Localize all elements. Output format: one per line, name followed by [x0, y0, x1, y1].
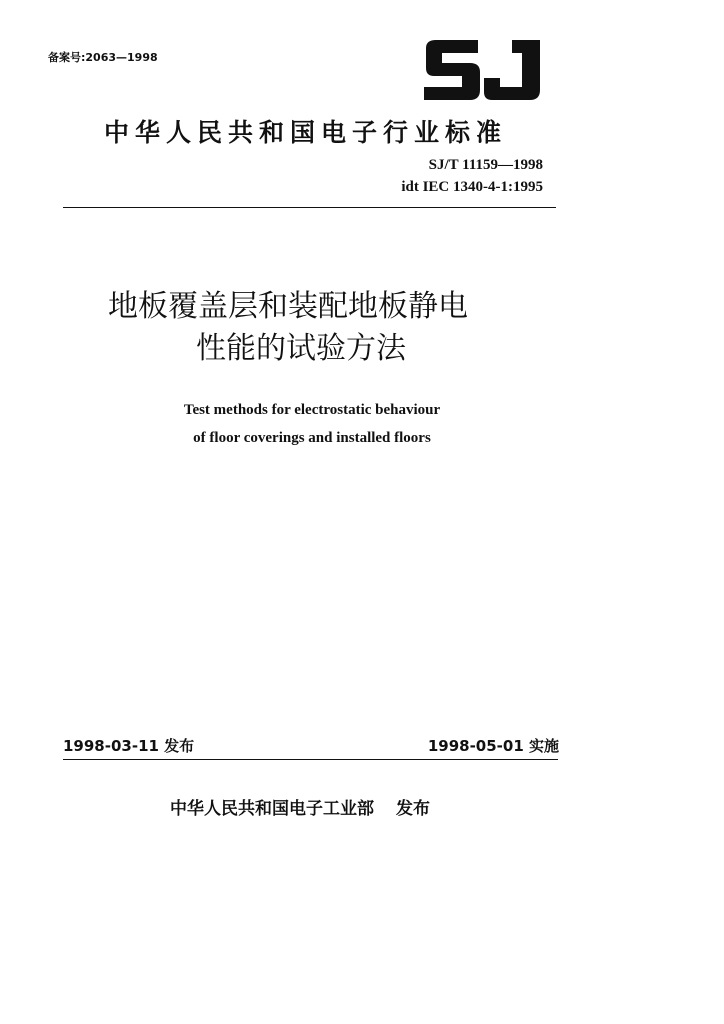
standard-code: SJ/T 11159—1998	[428, 157, 543, 173]
logo-letter-s	[424, 40, 480, 100]
logo-letter-j	[484, 40, 540, 100]
document-title-cn-line2: 性能的试验方法	[196, 331, 406, 366]
top-divider	[63, 207, 556, 208]
document-title-en	[150, 396, 474, 452]
record-number: 备案号:2063—1998	[48, 51, 158, 64]
document-title-cn-line1: 地板覆盖层和装配地板静电	[108, 289, 468, 324]
implementation-date: 1998-05-01 实施	[427, 737, 559, 755]
issuing-authority	[170, 794, 430, 819]
document-title-en-line2: of floor coverings and installed floors	[193, 430, 431, 446]
document-title-en-line1: Test methods for electrostatic behaviour	[183, 402, 441, 418]
issue-date: 1998-03-11 发布	[63, 737, 195, 755]
standard-category-title: 中华人民共和国电子行业标准	[104, 118, 508, 147]
iec-equivalent-code: idt IEC 1340-4-1:1995	[401, 179, 543, 195]
sj-logo	[420, 38, 544, 102]
issuer-action: 发布	[396, 799, 430, 819]
bottom-divider	[63, 759, 558, 760]
issuer-organization: 中华人民共和国电子工业部	[170, 799, 374, 819]
